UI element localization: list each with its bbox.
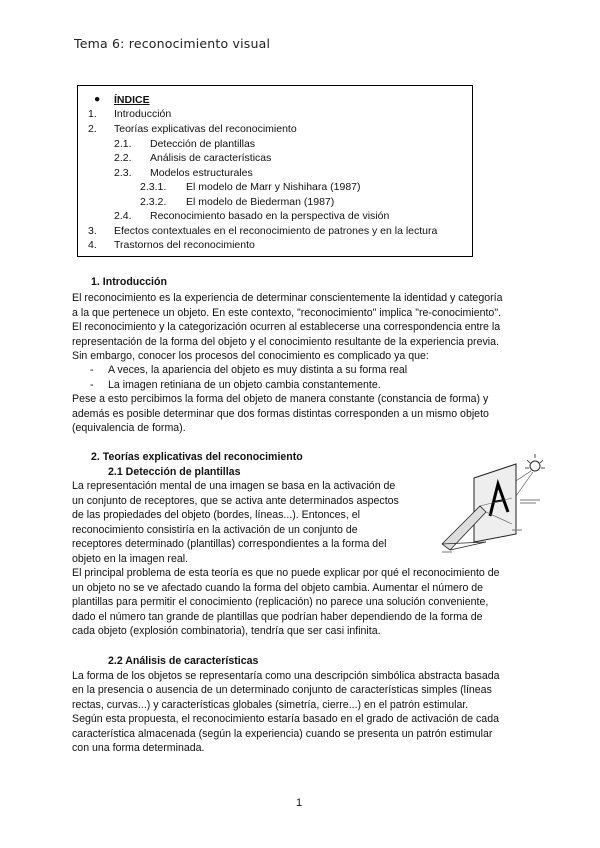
template-detection-illustration xyxy=(436,446,548,556)
paragraph-line: La representación mental de una imagen se basa en la activación de xyxy=(72,480,396,492)
paragraph-line: característica almacenada (según la experiencia) cuando se presenta un patrón estimular xyxy=(72,728,493,740)
page-header: Tema 6: reconocimiento visual xyxy=(74,36,271,51)
toc-item-label: Efectos contextuales en el reconocimiento de patrones y en la lectura xyxy=(114,225,438,237)
toc-item-label: Reconocimiento basado en la perspectiva de visión xyxy=(150,210,390,222)
toc-item-label: Modelos estructurales xyxy=(150,167,253,179)
paragraph-line: además es posible determinar que dos formas distintas corresponden a un mismo objeto xyxy=(72,408,489,420)
paragraph-line: en la presencia o ausencia de un determinado conjunto de características simples (líneas xyxy=(72,684,492,696)
paragraph-line: (equivalencia de forma). xyxy=(72,422,186,434)
paragraph-line: Pese a esto percibimos la forma del objeto de manera constante (constancia de forma) y xyxy=(72,393,489,405)
paragraph-line: dado el número tan grande de plantillas que podrían haber dependiendo de la forma de xyxy=(72,611,483,623)
toc-item-label: Detección de plantillas xyxy=(150,138,256,150)
toc-title: ÍNDICE xyxy=(114,94,150,106)
paragraph-line: reconocimiento consistiría en la activación de un conjunto de xyxy=(72,524,358,536)
paragraph-line: de las propiedades del objeto (bordes, líneas...). Entonces, el xyxy=(72,509,360,521)
bullet-dash: - xyxy=(90,379,94,391)
subsection-heading: 2.1 Detección de plantillas xyxy=(108,466,241,478)
toc-item-num: 2.3. xyxy=(114,167,132,179)
bullet-item: A veces, la apariencia del objeto es muy distinta a su forma real xyxy=(108,364,408,376)
toc-item-num: 2.2. xyxy=(114,152,132,164)
toc-item-label: El modelo de Marr y Nishihara (1987) xyxy=(186,181,361,193)
toc-item-num: 2.1. xyxy=(114,138,132,150)
paragraph-line: El reconocimiento es la experiencia de determinar conscientemente la identidad y categoría xyxy=(72,292,503,304)
toc-item-label: Teorías explicativas del reconocimiento xyxy=(114,123,297,135)
light-source-icon xyxy=(530,461,540,471)
toc-item-label: Análisis de características xyxy=(150,152,272,164)
paragraph-line: a la que pertenece un objeto. En este contexto, "reconocimiento" implica "re-conocimiento". xyxy=(72,307,502,319)
toc-item-num: 2.4. xyxy=(114,210,132,222)
paragraph-line: Sin embargo, conocer los procesos del conocimiento es complicado ya que: xyxy=(72,350,429,362)
page-number: 1 xyxy=(296,797,303,809)
paragraph-line: El principal problema de esta teoría es que no puede explicar por qué el reconocimiento de xyxy=(72,567,500,579)
toc-item-label: Trastornos del reconocimiento xyxy=(114,239,255,251)
paragraph-line: Según esta propuesta, el reconocimiento estaría basado en el grado de activación de cada xyxy=(72,713,499,725)
paragraph-line: La forma de los objetos se representaría como una descripción simbólica abstracta basada xyxy=(72,670,500,682)
paragraph-line: rectas, curvas...) y características globales (simetría, cierre...) en el patrón estimular. xyxy=(72,699,469,711)
paragraph-line: cada objeto (explosión combinatoria), tendría que ser casi infinita. xyxy=(72,625,381,637)
toc-item-num: 4. xyxy=(88,239,97,251)
subsection-heading: 2.2 Análisis de características xyxy=(108,655,259,667)
toc-item-num: 2.3.2. xyxy=(140,196,167,208)
bullet-dash: - xyxy=(90,364,94,376)
paragraph-line: El reconocimiento y la categorización ocurren al establecerse una correspondencia entre la xyxy=(72,321,501,333)
section-heading: 1. Introducción xyxy=(91,276,167,288)
toc-item-num: 3. xyxy=(88,225,97,237)
table-of-contents xyxy=(77,85,473,257)
paragraph-line: representación de la forma del objeto y el conocimiento resultante de la experiencia previa. xyxy=(72,336,499,348)
toc-item-label: Introducción xyxy=(114,108,172,120)
toc-item-num: 2. xyxy=(88,123,97,135)
paragraph-line: receptores determinado (plantillas) correspondientes a la forma del xyxy=(72,538,387,550)
paragraph-line: un conjunto de receptores, que se activa ante determinados aspectos xyxy=(72,495,399,507)
toc-item-num: 2.3.1. xyxy=(140,181,167,193)
toc-bullet: ● xyxy=(94,93,101,105)
paragraph-line: con una forma determinada. xyxy=(72,742,205,754)
paragraph-line: un objeto no se ve afectado cuando la forma del objeto cambia. Aumentar el número de xyxy=(72,582,484,594)
toc-item-label: El modelo de Biederman (1987) xyxy=(186,196,335,208)
bullet-item: La imagen retiniana de un objeto cambia constantemente. xyxy=(108,379,381,391)
toc-item-num: 1. xyxy=(88,108,97,120)
section-heading: 2. Teorías explicativas del reconocimiento xyxy=(91,451,303,463)
paragraph-line: plantillas para permitir el conocimiento (replicación) no parece una solución conveniente, xyxy=(72,596,489,608)
paragraph-line: objeto en la imagen real. xyxy=(72,553,189,565)
